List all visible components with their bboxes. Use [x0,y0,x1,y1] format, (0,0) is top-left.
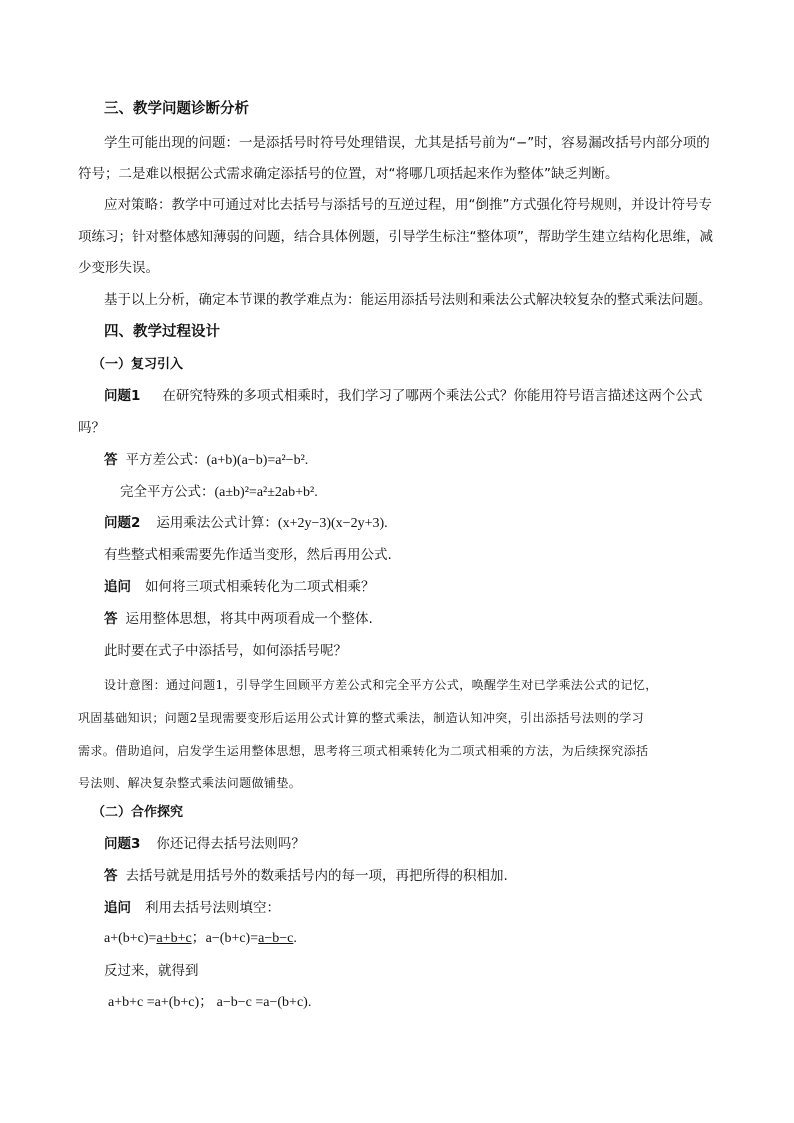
fill-end: . [293,931,297,946]
paragraph-strategy-line-2: 项练习；针对整体感知薄弱的问题，结合具体例题，引导学生标注“整体项”，帮助学生建立结构化思维，减 [78,229,713,245]
question-1-label: 问题1 [104,388,141,404]
question-3-label: 问题3 [104,836,141,852]
question-3 [104,834,305,854]
design-intent-line-1: 设计意图：通过问题1，引导学生回顾平方差公式和完全平方公式，唤醒学生对已学乘法公式的记忆， [104,678,658,692]
answer-label-3: 答 [104,868,118,884]
answer-3-text: 去括号就是用括号外的数乘括号内的每一项，再把所得的积相加. [125,868,508,884]
answer-1-formula: (a+b)(a−b)=a²−b². [206,453,309,468]
answer-3 [104,866,508,886]
design-intent-line-2: 巩固基础知识；问题2呈现需要变形后运用公式计算的整式乘法，制造认知冲突，引出添括号法则的学习 [78,711,645,725]
paragraph-conclusion: 基于以上分析，确定本节课的教学难点为：能运用添括号法则和乘法公式解决较复杂的整式乘法问题。 [104,292,712,308]
question-2-label: 问题2 [104,515,141,531]
section-4-title: 四、教学过程设计 [104,324,220,340]
fill-1-left: a+(b+c)= [104,931,157,946]
follow-up-1-label: 追问 [104,579,131,595]
follow-up-answer-1 [104,609,373,629]
paragraph-strategy-line-3: 少变形失误。 [78,260,159,276]
fill-separator: ； [191,931,206,946]
answer-label-2: 答 [104,611,118,627]
text-transform-note: 有些整式相乘需要先作适当变形，然后再用公式. [104,547,392,563]
question-1-line-2: 吗？ [78,420,105,436]
follow-up-2-text: 利用去括号法则填空： [145,900,280,916]
paragraph-problems-line-1: 学生可能出现的问题：一是添括号时符号处理错误，尤其是括号前为“−”时，容易漏改括号内部分项的 [104,135,710,151]
follow-up-answer-1-text: 运用整体思想，将其中两项看成一个整体. [125,611,373,627]
text-reverse: 反过来，就得到 [104,963,199,979]
fill-in-formula-row [104,929,297,949]
fill-2-answer: a−b−c [258,931,294,946]
part-1-title: （一）复习引入 [92,357,184,372]
answer-1-line-1 [104,450,308,471]
follow-up-2-label: 追问 [104,900,131,916]
question-1-line-1 [104,386,702,406]
reverse-formula-row: a+b+c =a+(b+c)； a−b−c =a−(b+c). [108,995,312,1010]
part-2-title: （二）合作探究 [92,805,184,820]
text-add-brackets: 此时要在式子中添括号，如何添括号呢？ [104,643,347,659]
answer-1-line-2 [120,482,318,503]
question-2-formula: (x+2y−3)(x−2y+3). [277,516,388,531]
answer-1-label: 平方差公式： [125,452,207,468]
question-2-text: 运用乘法公式计算： [156,515,278,531]
answer-label: 答 [104,452,118,468]
design-intent-line-3: 需求。借助追问，启发学生运用整体思想，思考将三项式相乘转化为二项式相乘的方法，为后续探究添括 [78,744,649,758]
question-3-text: 你还记得去括号法则吗？ [156,836,305,852]
follow-up-2 [104,898,280,918]
question-1-text: 在研究特殊的多项式相乘时，我们学习了哪两个乘法公式？你能用符号语言描述这两个公式 [162,388,703,404]
question-2 [104,513,388,534]
answer-2-formula: (a±b)²=a²±2ab+b². [214,485,318,500]
section-3-title: 三、教学问题诊断分析 [104,101,249,117]
paragraph-problems-line-2: 符号；二是难以根据公式需求确定添括号的位置，对“将哪几项括起来作为整体”缺乏判断。 [78,166,619,182]
answer-2-label: 完全平方公式： [120,484,215,500]
follow-up-1 [104,577,375,597]
design-intent-line-4: 号法则、解决复杂整式乘法问题做铺垫。 [78,776,302,790]
paragraph-strategy-line-1: 应对策略：教学中可通过对比去括号与添括号的互逆过程，用“倒推”方式强化符号规则，并设计符号专 [104,197,712,213]
fill-1-answer: a+b+c [156,931,192,946]
fill-2-left: a−(b+c)= [205,931,259,946]
follow-up-1-text: 如何将三项式相乘转化为二项式相乘？ [145,579,375,595]
